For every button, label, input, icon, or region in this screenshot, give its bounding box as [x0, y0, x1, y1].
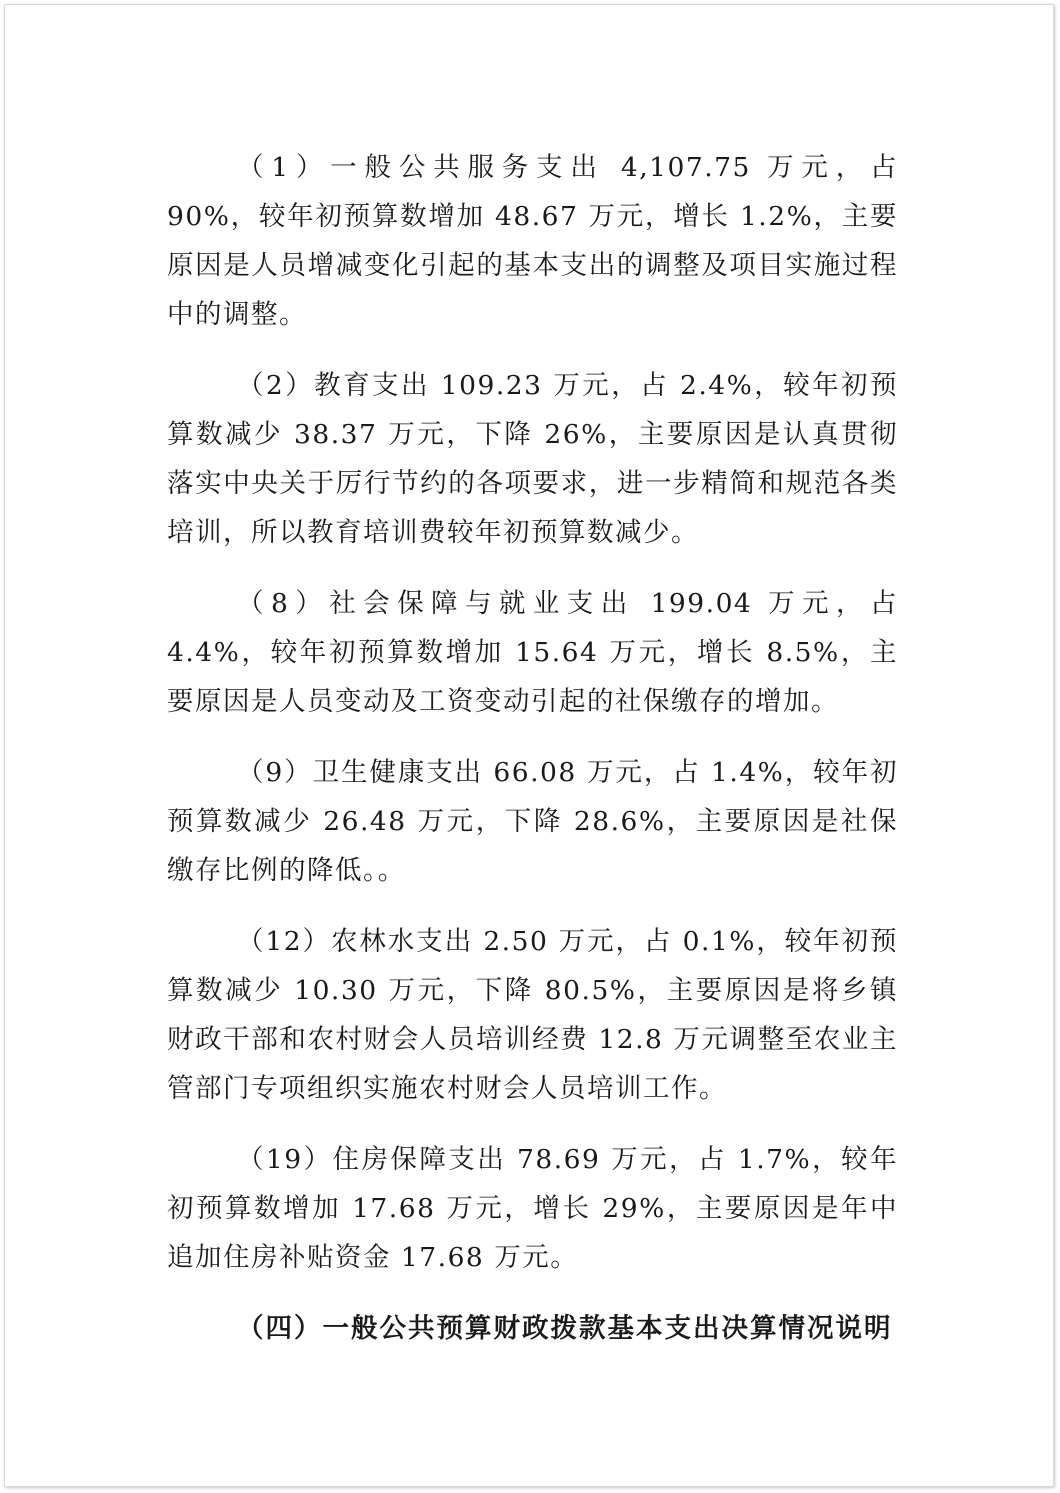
- paragraph-housing: （19）住房保障支出 78.69 万元，占 1.7%，较年初预算数增加 17.68 万元，增长 29%，主要原因是年中追加住房补贴资金 17.68 万元。: [167, 1144, 898, 1273]
- document-page: [4, 4, 1054, 1487]
- paragraph-education: （2）教育支出 109.23 万元，占 2.4%，较年初预算数减少 38.37 万元，下降 26%，主要原因是认真贯彻落实中央关于厉行节约的各项要求，进一步精简和规范各类培训，所以教育培训费较年初预算数减少。: [167, 370, 898, 548]
- paragraph-agriculture: （12）农林水支出 2.50 万元，占 0.1%，较年初预算数减少 10.30 万元，下降 80.5%，主要原因是将乡镇财政干部和农村财会人员培训经费 12.8 万元调整至农业主管部门专项组织实施农村财会人员培训工作。: [167, 926, 898, 1104]
- section-heading: （四）一般公共预算财政拨款基本支出决算情况说明: [237, 1313, 893, 1344]
- document-body: [167, 143, 898, 1353]
- paragraph-health: （9）卫生健康支出 66.08 万元，占 1.4%，较年初预算数减少 26.48 万元，下降 28.6%，主要原因是社保缴存比例的降低。。: [167, 757, 898, 886]
- paragraph-general-public-services: （1）一般公共服务支出 4,107.75 万元，占 90%，较年初预算数增加 48.67 万元，增长 1.2%，主要原因是人员增减变化引起的基本支出的调整及项目实施过程中的调整。: [167, 152, 898, 330]
- paragraph-social-security: （8）社会保障与就业支出 199.04 万元，占 4.4%，较年初预算数增加 15.64 万元，增长 8.5%，主要原因是人员变动及工资变动引起的社保缴存的增加。: [167, 588, 898, 717]
